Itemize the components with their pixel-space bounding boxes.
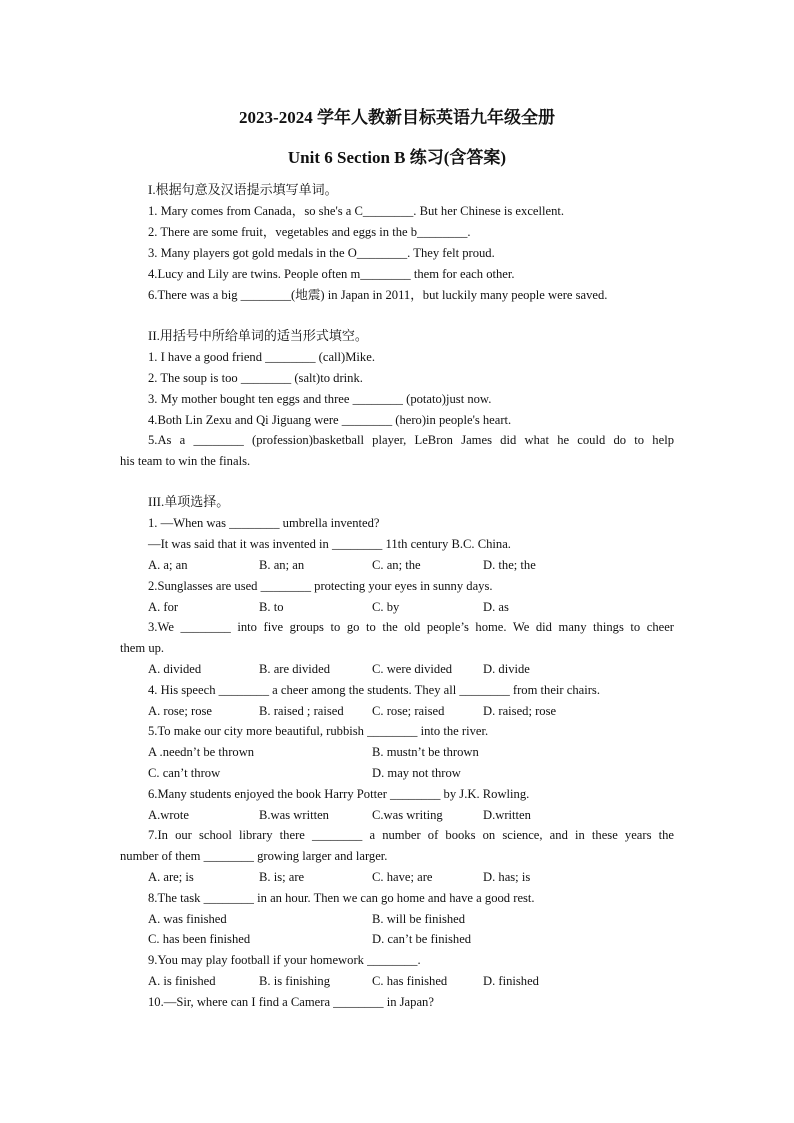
section2-heading: II.用括号中所给单词的适当形式填空。 — [148, 328, 368, 343]
q9-option-c: C. has finished — [372, 974, 448, 988]
q6-option-b: B.was written — [259, 808, 329, 822]
page-subtitle: Unit 6 Section B 练习(含答案) — [287, 148, 507, 167]
q4-option-d: D. raised; rose — [483, 704, 557, 718]
q4-option-c: C. rose; raised — [372, 704, 445, 718]
s1-item-3: 3. Many players got gold medals in the O________. They felt proud. — [148, 246, 495, 260]
q2-stem: 2.Sunglasses are used ________ protecting your eyes in sunny days. — [148, 579, 493, 593]
q3-option-c: C. were divided — [372, 662, 453, 676]
q5-option-b: B. mustn’t be thrown — [372, 745, 479, 759]
q3-option-b: B. are divided — [259, 662, 330, 676]
s2-item-5-cont: his team to win the finals. — [120, 454, 251, 468]
q8-option-d: D. can’t be finished — [372, 932, 472, 946]
q2-option-b: B. to — [259, 600, 284, 614]
s2-item-2: 2. The soup is too ________ (salt)to drink. — [148, 371, 363, 385]
q3-stem2: them up. — [120, 641, 165, 655]
q9-stem: 9.You may play football if your homework ________. — [148, 953, 421, 967]
section3-heading: III.单项选择。 — [148, 494, 230, 509]
q10-stem: 10.—Sir, where can I find a Camera ________ in Japan? — [148, 995, 434, 1009]
q5-option-a: A .needn’t be thrown — [148, 745, 255, 759]
q5-option-c: C. can’t throw — [148, 766, 221, 780]
q5-stem: 5.To make our city more beautiful, rubbish ________ into the river. — [148, 724, 489, 738]
q7-option-a: A. are; is — [148, 870, 194, 884]
s2-item-3: 3. My mother bought ten eggs and three ________ (potato)just now. — [148, 392, 492, 406]
q1-option-a: A. a; an — [148, 558, 188, 572]
q1-option-c: C. an; the — [372, 558, 421, 572]
section1-heading: I.根据句意及汉语提示填写单词。 — [148, 182, 338, 197]
q7-stem2: number of them ________ growing larger and larger. — [120, 849, 388, 863]
q9-option-b: B. is finishing — [259, 974, 331, 988]
s1-item-2: 2. There are some fruit，vegetables and eggs in the b________. — [148, 225, 471, 239]
q9-option-d: D. finished — [483, 974, 539, 988]
q7-option-c: C. have; are — [372, 870, 433, 884]
s1-item-1: 1. Mary comes from Canada，so she's a C________. But her Chinese is excellent. — [148, 204, 565, 218]
q1-stem2: —It was said that it was invented in ________ 11th century B.C. China. — [148, 537, 511, 551]
q4-option-b: B. raised ; raised — [259, 704, 344, 718]
q2-option-d: D. as — [483, 600, 509, 614]
q1-stem: 1. —When was ________ umbrella invented? — [148, 516, 380, 530]
q3-option-a: A. divided — [148, 662, 202, 676]
q6-option-a: A.wrote — [148, 808, 189, 822]
q2-option-c: C. by — [372, 600, 400, 614]
q6-option-c: C.was writing — [372, 808, 443, 822]
q2-option-a: A. for — [148, 600, 179, 614]
q3-option-d: D. divide — [483, 662, 530, 676]
q1-option-d: D. the; the — [483, 558, 536, 572]
q7-option-d: D. has; is — [483, 870, 531, 884]
q8-option-c: C. has been finished — [148, 932, 251, 946]
q7-stem: 7.In our school library there ________ a number of books on science, and in these years the — [148, 828, 674, 842]
q8-stem: 8.The task ________ in an hour. Then we can go home and have a good rest. — [148, 891, 535, 905]
q4-option-a: A. rose; rose — [148, 704, 213, 718]
q6-option-d: D.written — [483, 808, 531, 822]
q4-stem: 4. His speech ________ a cheer among the students. They all ________ from their chairs. — [148, 683, 600, 697]
s2-item-1: 1. I have a good friend ________ (call)Mike. — [148, 350, 375, 364]
s2-item-5: 5.As a ________ (profession)basketball player, LeBron James did what he could do to help — [148, 433, 674, 447]
q1-option-b: B. an; an — [259, 558, 305, 572]
q5-option-d: D. may not throw — [372, 766, 461, 780]
s2-item-4: 4.Both Lin Zexu and Qi Jiguang were ________ (hero)in people's heart. — [148, 413, 512, 427]
q8-option-b: B. will be finished — [372, 912, 466, 926]
q6-stem: 6.Many students enjoyed the book Harry Potter ________ by J.K. Rowling. — [148, 787, 530, 801]
q9-option-a: A. is finished — [148, 974, 216, 988]
s1-item-6: 6.There was a big ________(地震) in Japan in 2011，but luckily many people were saved. — [148, 288, 608, 302]
page-title: 2023-2024 学年人教新目标英语九年级全册 — [239, 108, 555, 127]
q8-option-a: A. was finished — [148, 912, 227, 926]
q3-stem: 3.We ________ into five groups to go to the old people’s home. We did many things to cheer — [148, 620, 674, 634]
s1-item-4: 4.Lucy and Lily are twins. People often m________ them for each other. — [148, 267, 515, 281]
q7-option-b: B. is; are — [259, 870, 305, 884]
